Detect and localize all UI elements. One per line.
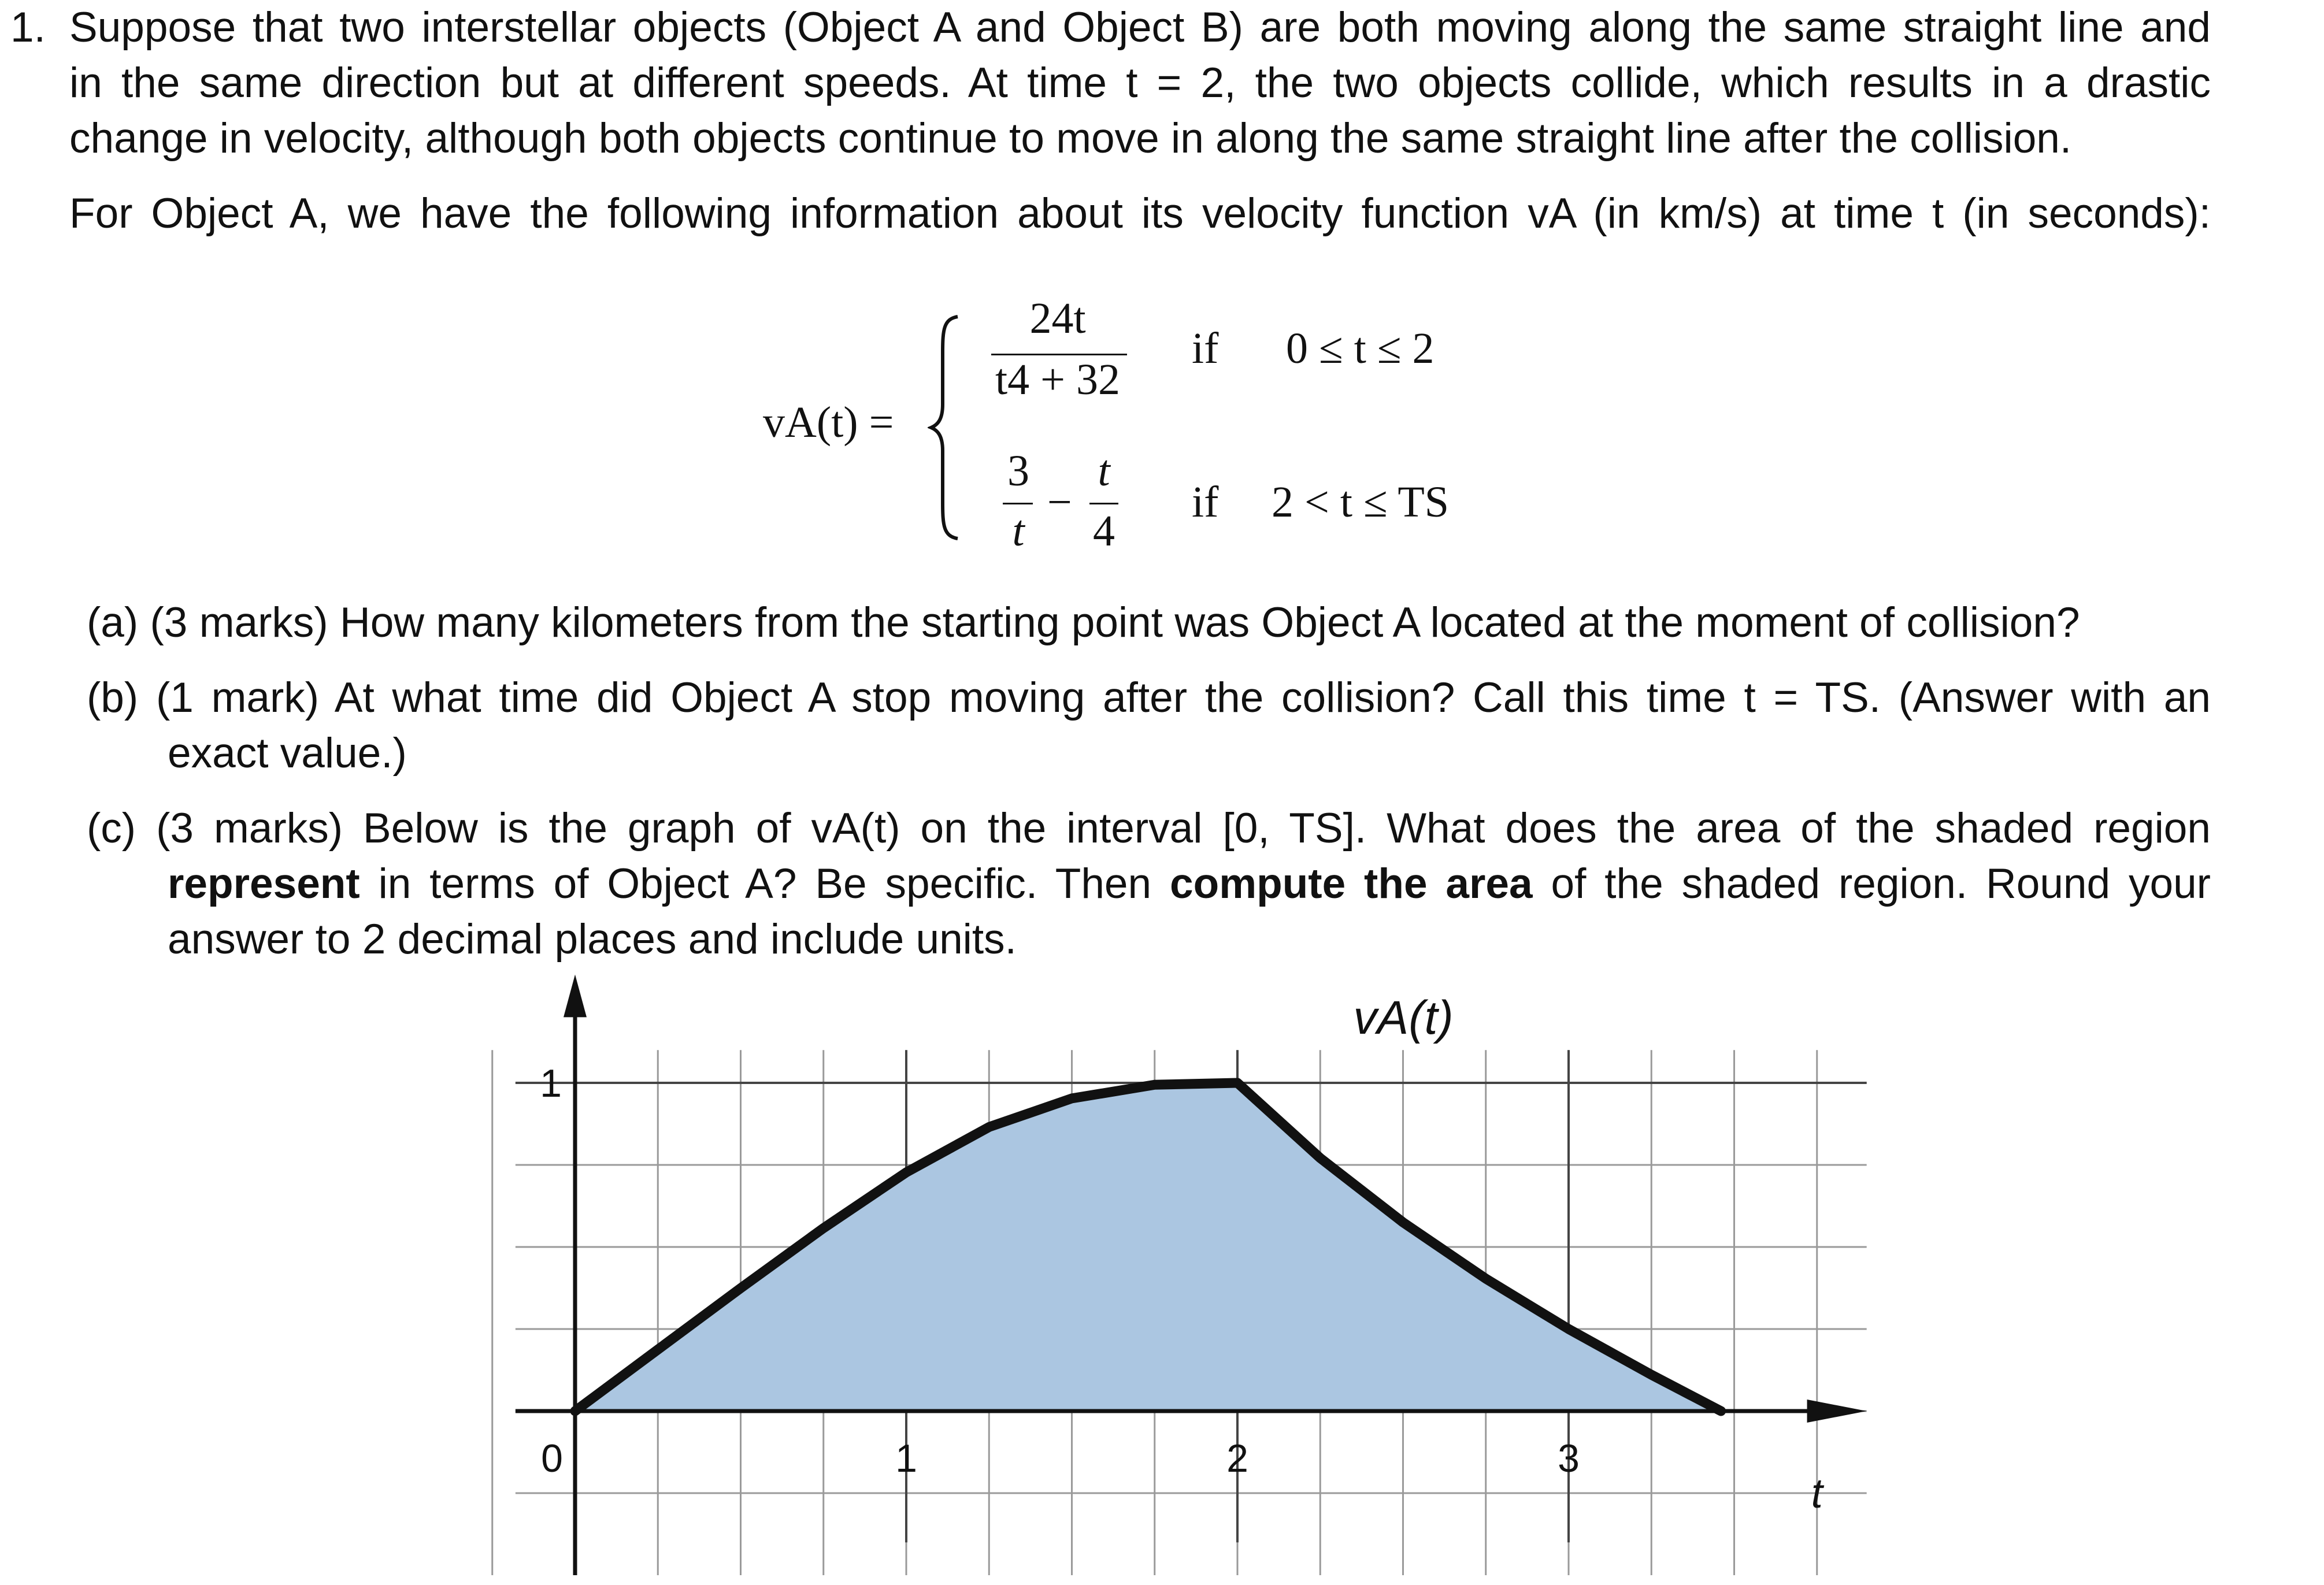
case2-condition: 2 < t ≤ TS	[1272, 478, 1450, 526]
piecewise-lhs-text: vA(t) =	[763, 398, 894, 447]
case1-if: if	[1192, 324, 1219, 373]
case1-denominator: t4 + 32	[995, 355, 1120, 404]
y-tick-label: 1	[540, 1061, 562, 1105]
part-c-represent: represent	[168, 860, 360, 907]
part-c-mid: in terms of Object A? Be specific. Then	[378, 860, 1152, 907]
case1-condition: 0 ≤ t ≤ 2	[1286, 324, 1435, 373]
case2-term1-numerator: 3	[1007, 447, 1029, 495]
intro-line-2: in the same direction but at different speeds. At time t = 2, the two objects collide, which results in a drastic	[69, 60, 2211, 106]
info-line: For Object A, we have the following information about its velocity function vA (in km/s) at time t (in seconds):	[69, 190, 2211, 237]
part-b-line1: (b) (1 mark) At what time did Object A stop moving after the collision? Call this time t = TS. (Answer with an	[87, 674, 2211, 721]
problem-number-text: 1.	[10, 4, 46, 51]
part-c-line3: answer to 2 decimal places and include units.	[168, 916, 1017, 963]
x-tick-label: 1	[895, 1436, 917, 1480]
x-tick-label: 2	[1226, 1436, 1248, 1480]
case1-numerator: 24t	[1029, 294, 1086, 343]
x-tick-label: 0	[541, 1436, 563, 1480]
x-tick-label: 3	[1558, 1436, 1580, 1480]
case2-term2-denominator: 4	[1093, 507, 1115, 555]
case2-minus: −	[1047, 478, 1072, 526]
x-axis-arrow	[1807, 1400, 1867, 1423]
case2-term1-denominator: t	[1012, 507, 1025, 555]
part-b-line2: exact value.)	[168, 730, 407, 777]
curve-label: vA(t)	[1353, 991, 1454, 1044]
intro-line-1: Suppose that two interstellar objects (Object A and Object B) are both moving along the same straight line and	[69, 4, 2211, 51]
y-axis-arrow	[564, 975, 587, 1018]
x-axis-label: t	[1811, 1471, 1823, 1517]
part-c-end: of the shaded region. Round your	[1551, 860, 2211, 907]
part-c-compute: compute the area	[1170, 860, 1533, 907]
part-a: (a) (3 marks) How many kilometers from the starting point was Object A located at the moment of collision?	[87, 599, 2080, 646]
part-c-line1: (c) (3 marks) Below is the graph of vA(t) on the interval [0, TS]. What does the area of the shaded region	[87, 805, 2211, 852]
case2-term2-numerator: t	[1098, 447, 1110, 495]
intro-line-3: change in velocity, although both objects continue to move in along the same straight line after the collision.	[69, 115, 2072, 162]
case2-if: if	[1192, 478, 1219, 526]
